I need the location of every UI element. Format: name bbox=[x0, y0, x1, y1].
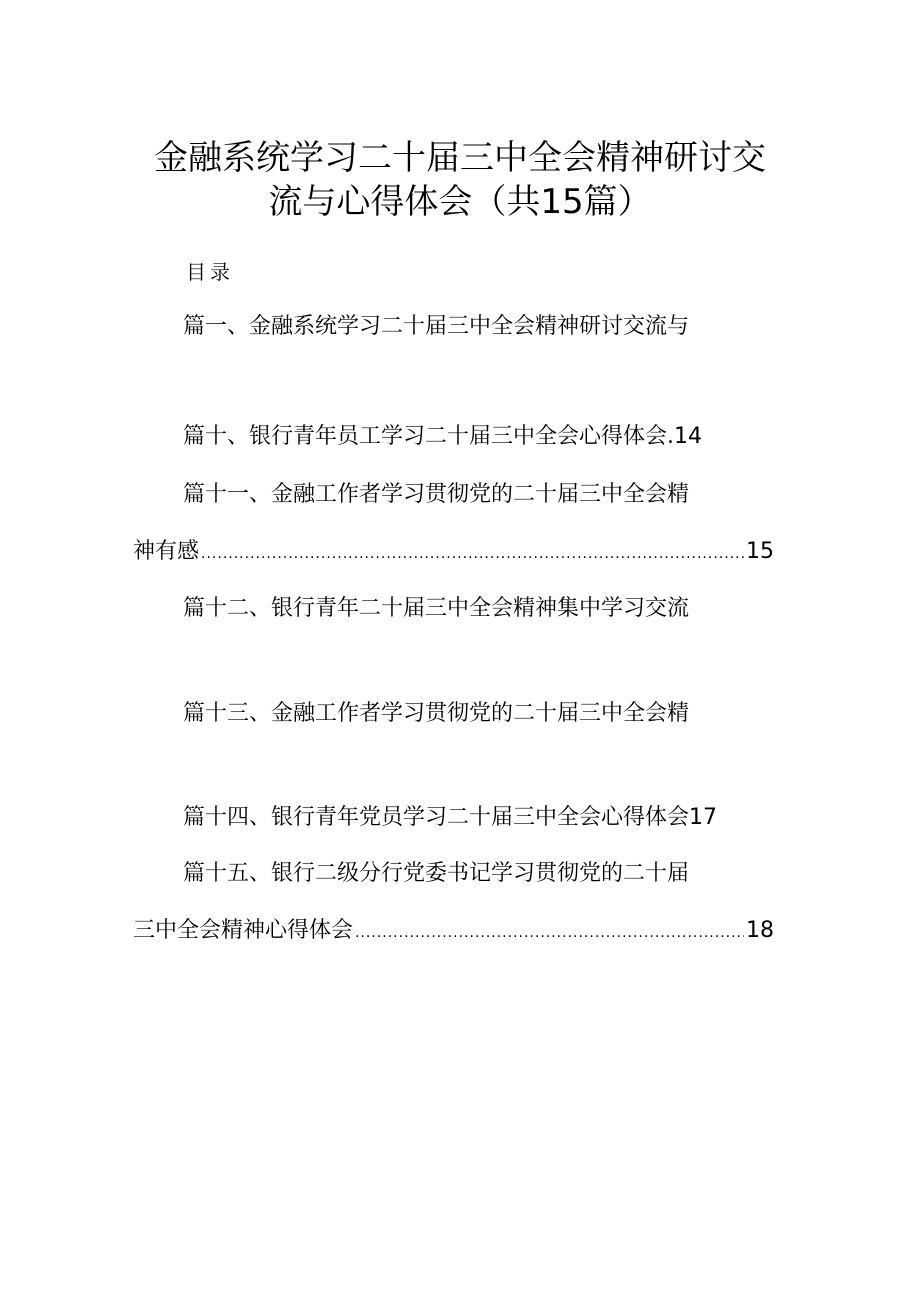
toc-heading: 目录 bbox=[186, 260, 234, 284]
toc-entry-11[interactable]: 篇十一、金融工作者学习贯彻党的二十届三中全会精 bbox=[183, 482, 690, 507]
toc-entry-15[interactable]: 篇十五、银行二级分行党委书记学习贯彻党的二十届 bbox=[183, 861, 690, 886]
toc-dot-leader bbox=[201, 539, 744, 569]
toc-page-number: 18 bbox=[746, 918, 774, 943]
toc-page-number: 15 bbox=[746, 539, 774, 564]
toc-entry-text: 神有感 bbox=[133, 539, 200, 564]
toc-entry-12[interactable]: 篇十二、银行青年二十届三中全会精神集中学习交流 bbox=[183, 596, 690, 621]
toc-entry-14[interactable]: 篇十四、银行青年党员学习二十届三中全会心得体会17 bbox=[183, 805, 717, 830]
toc-entry-11-continuation[interactable] bbox=[133, 537, 774, 569]
toc-dot-leader bbox=[355, 918, 744, 948]
toc-entry-13[interactable]: 篇十三、金融工作者学习贯彻党的二十届三中全会精 bbox=[183, 701, 690, 726]
toc-entry-text: 三中全会精神心得体会 bbox=[133, 918, 354, 943]
toc-entry-15-continuation[interactable] bbox=[133, 916, 774, 948]
document-title-line-2: 流与心得体会（共15篇） bbox=[268, 182, 652, 222]
toc-entry-10[interactable]: 篇十、银行青年员工学习二十届三中全会心得体会.14 bbox=[183, 424, 702, 449]
toc-entry-1[interactable]: 篇一、金融系统学习二十届三中全会精神研讨交流与 bbox=[183, 314, 690, 339]
document-title-line-1: 金融系统学习二十届三中全会精神研讨交 bbox=[154, 138, 766, 178]
